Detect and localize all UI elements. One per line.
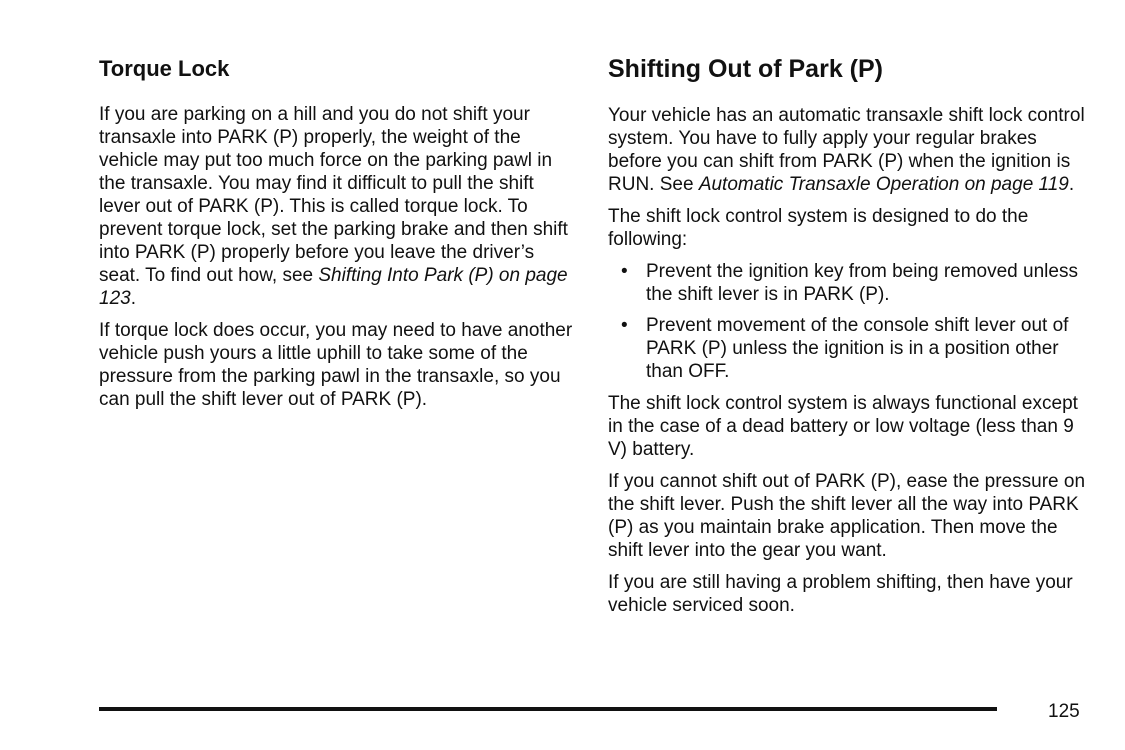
paragraph: If torque lock does occur, you may need to have another vehicle push yours a little uphill to take some of the pressure from the parking pawl in the transaxle, so you can pull the shift lever out of PARK (P).	[99, 320, 573, 410]
list-item	[608, 260, 1086, 306]
section-heading-torque-lock: Torque Lock	[99, 56, 230, 81]
paragraph	[608, 104, 1086, 196]
bullet-list	[608, 260, 1086, 383]
paragraph: If you are still having a problem shifting, then have your vehicle serviced soon.	[608, 572, 1073, 616]
list-item-text: Prevent movement of the console shift lever out of PARK (P) unless the ignition is in a position other than OFF.	[646, 315, 1069, 382]
left-column	[99, 52, 575, 420]
cross-reference-link[interactable]: Shifting Into Park (P) on page 123	[99, 265, 568, 309]
paragraph-text: If you are parking on a hill and you do not shift your transaxle into PARK (P) properly, the weight of the vehicle may put too much force on the parking pawl in the transaxle. You may find it difficult to pull the shift lever out of PARK (P). This is called torque lock. To prevent torque lock, set the parking brake and then shift into PARK (P) properly before you leave the driver’s seat. To find out how, see	[99, 104, 568, 286]
paragraph-text: Your vehicle has an automatic transaxle shift lock control system. You have to fully apply your regular brakes before you can shift from PARK (P) when the ignition is RUN. See	[608, 105, 1085, 195]
paragraph-end: .	[1068, 174, 1075, 195]
list-item	[608, 314, 1086, 383]
paragraph	[99, 103, 575, 310]
bullet-icon: •	[621, 261, 628, 282]
bullet-icon: •	[621, 315, 628, 336]
paragraph: The shift lock control system is designed to do the following:	[608, 206, 1029, 250]
section-heading-shifting-out-of-park: Shifting Out of Park (P)	[608, 55, 883, 83]
cross-reference-link[interactable]: Automatic Transaxle Operation on page 119	[698, 174, 1069, 195]
list-item-text: Prevent the ignition key from being removed unless the shift lever is in PARK (P).	[646, 261, 1078, 305]
paragraph: If you cannot shift out of PARK (P), ease the pressure on the shift lever. Push the shift lever all the way into PARK (P) as you maintain brake application. Then move the shift lever into the gear you want.	[608, 471, 1086, 561]
footer-divider	[99, 707, 997, 711]
paragraph-end: .	[130, 288, 136, 309]
right-column	[608, 52, 1086, 626]
page-number: 125	[1048, 701, 1080, 722]
paragraph: The shift lock control system is always functional except in the case of a dead battery or low voltage (less than 9 V) battery.	[608, 393, 1078, 460]
